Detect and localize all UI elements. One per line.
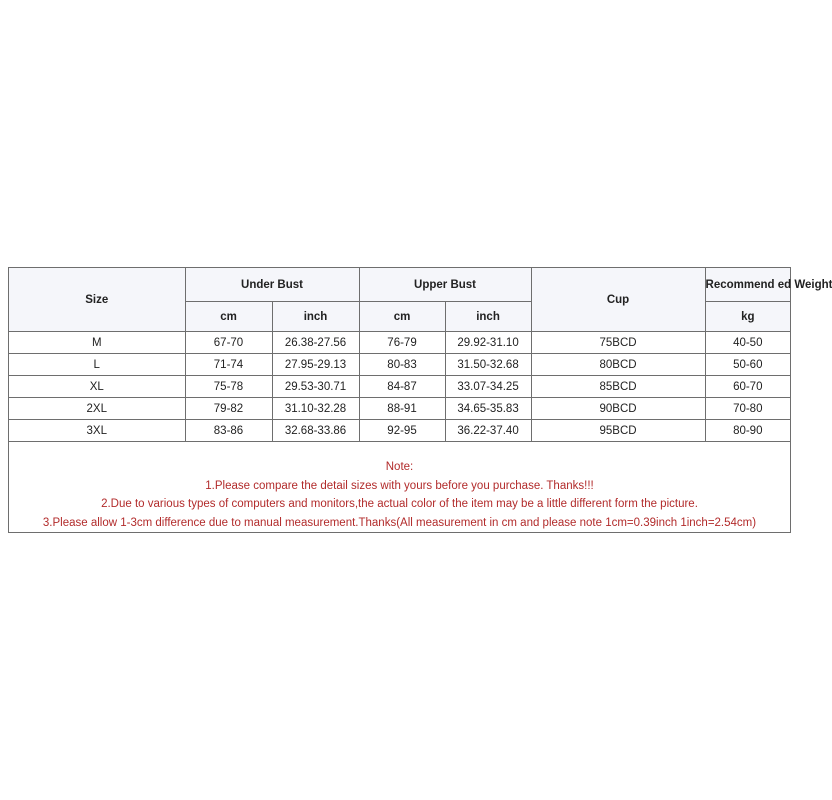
header-recommended-weight: Recommend ed Weight <box>705 268 790 302</box>
cell-cup: 90BCD <box>531 398 705 420</box>
cell-size: 2XL <box>9 398 185 420</box>
cell-upper-bust-inch: 33.07-34.25 <box>445 376 531 398</box>
cell-under-bust-cm: 83-86 <box>185 420 272 442</box>
cell-weight-kg: 70-80 <box>705 398 790 420</box>
cell-upper-bust-cm: 80-83 <box>359 354 445 376</box>
cell-weight-kg: 40-50 <box>705 332 790 354</box>
cell-upper-bust-inch: 34.65-35.83 <box>445 398 531 420</box>
header-under-bust: Under Bust <box>185 268 359 302</box>
table-row <box>9 332 790 354</box>
cell-under-bust-inch: 26.38-27.56 <box>272 332 359 354</box>
notes-section <box>9 458 790 532</box>
cell-size: XL <box>9 376 185 398</box>
table-row <box>9 398 790 420</box>
cell-upper-bust-cm: 92-95 <box>359 420 445 442</box>
cell-cup: 95BCD <box>531 420 705 442</box>
table-row <box>9 420 790 442</box>
cell-size: 3XL <box>9 420 185 442</box>
cell-upper-bust-cm: 88-91 <box>359 398 445 420</box>
header-under-bust-inch: inch <box>272 302 359 332</box>
cell-cup: 75BCD <box>531 332 705 354</box>
cell-size: M <box>9 332 185 354</box>
cell-upper-bust-cm: 76-79 <box>359 332 445 354</box>
header-weight-kg: kg <box>705 302 790 332</box>
header-under-bust-cm: cm <box>185 302 272 332</box>
cell-under-bust-inch: 27.95-29.13 <box>272 354 359 376</box>
cell-under-bust-cm: 75-78 <box>185 376 272 398</box>
cell-upper-bust-inch: 31.50-32.68 <box>445 354 531 376</box>
header-size: Size <box>9 268 185 332</box>
cell-under-bust-inch: 31.10-32.28 <box>272 398 359 420</box>
cell-under-bust-cm: 71-74 <box>185 354 272 376</box>
cell-weight-kg: 60-70 <box>705 376 790 398</box>
cell-under-bust-inch: 29.53-30.71 <box>272 376 359 398</box>
size-chart <box>8 267 832 533</box>
header-upper-bust: Upper Bust <box>359 268 531 302</box>
cell-upper-bust-inch: 29.92-31.10 <box>445 332 531 354</box>
cell-under-bust-cm: 67-70 <box>185 332 272 354</box>
cell-weight-kg: 50-60 <box>705 354 790 376</box>
table-row <box>9 354 790 376</box>
cell-under-bust-inch: 32.68-33.86 <box>272 420 359 442</box>
header-upper-bust-inch: inch <box>445 302 531 332</box>
table-row <box>9 376 790 398</box>
cell-cup: 85BCD <box>531 376 705 398</box>
cell-size: L <box>9 354 185 376</box>
cell-under-bust-cm: 79-82 <box>185 398 272 420</box>
header-cup: Cup <box>531 268 705 332</box>
cell-upper-bust-inch: 36.22-37.40 <box>445 420 531 442</box>
header-upper-bust-cm: cm <box>359 302 445 332</box>
note-title: Note: <box>385 461 414 473</box>
size-table <box>9 268 832 442</box>
cell-upper-bust-cm: 84-87 <box>359 376 445 398</box>
cell-cup: 80BCD <box>531 354 705 376</box>
cell-weight-kg: 80-90 <box>705 420 790 442</box>
note-line-1: 1.Please compare the detail sizes with yours before you purchase. Thanks!!! <box>205 479 594 492</box>
header-row-top <box>9 268 790 302</box>
note-line-2: 2.Due to various types of computers and monitors,the actual color of the item may be a little different form the picture. <box>101 498 698 510</box>
note-line-3: 3.Please allow 1-3cm difference due to manual measurement.Thanks(All measurement in cm and please note 1cm=0.39inch 1inch=2.54cm) <box>42 516 757 529</box>
